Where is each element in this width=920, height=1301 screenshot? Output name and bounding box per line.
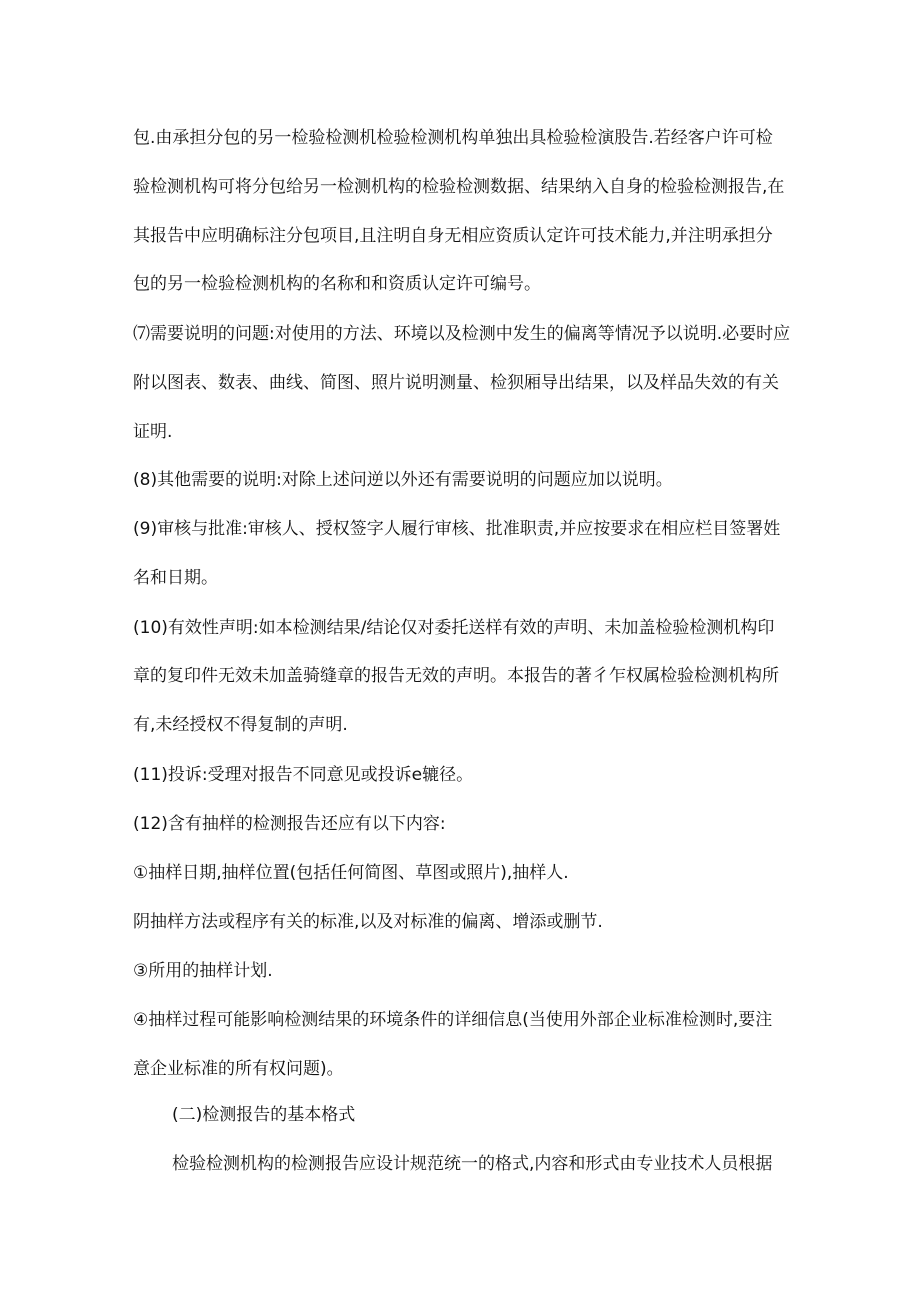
text-line: 包.由承担分包的另一检验检测机检验检测机构单独出具检验检演股告.若经客户许可检	[133, 128, 773, 148]
text-line: (9)审核与批准:审核人、授权签字人履行审核、批准职责,并应按要求在相应栏目签署姓	[133, 519, 781, 539]
text-line: ①抽样日期,抽样位置(包括任何简图、草图或照片),抽样人.	[133, 863, 569, 883]
text-line: (10)有效性声明:如本检测结果/结论仅对委托送样有效的声明、未加盖检验检测机构印	[133, 618, 775, 638]
text-line: 意企业标准的所有权问题)。	[133, 1059, 344, 1079]
text-line: ④抽样过程可能影响检测结果的环境条件的详细信息(当使用外部企业标准检测时,要注	[133, 1010, 773, 1030]
text-line: (8)其他需要的说明:对除上述问逆以外还有需要说明的问题应加以说明。	[133, 470, 673, 490]
text-line: 验检测机构可将分包给另一检测机构的检验检测数据、结果纳入自身的检验检测报告,在	[133, 177, 785, 197]
text-line: (12)含有抽样的检测报告还应有以下内容:	[133, 814, 446, 834]
text-line: 章的复印件无效未加盖骑缝章的报告无效的声明。本报告的著彳乍权属检验检测机构所	[133, 666, 779, 686]
text-line: 包的另一检验检测机构的名称和和资质认定许可编号。	[133, 274, 541, 294]
text-line: (11)投诉:受理对报告不同意见或投诉e辘径。	[133, 765, 474, 785]
text-line: 证明.	[133, 422, 173, 442]
text-line: 阴抽样方法或程序有关的标准,以及对标准的偏离、增添或删节.	[133, 912, 603, 932]
text-line: ③所用的抽样计划.	[133, 961, 273, 981]
text-line: ⑺需要说明的问题:对使用的方法、环境以及检测中发生的偏离等情况予以说明.必要时应	[133, 324, 791, 344]
text-line: 检验检测机构的检测报告应设计规范统一的格式,内容和形式由专业技术人员根据	[172, 1154, 773, 1174]
text-line: 附以图表、数表、曲线、简图、照片说明测量、检狈厢导出结果，以及样品失效的有关	[133, 373, 779, 393]
text-line: 有,未经授权不得复制的声明.	[133, 715, 348, 735]
section-heading: (二)检测报告的基本格式	[172, 1105, 356, 1125]
text-line: 名和日期。	[133, 568, 218, 588]
text-line: 其报告中应明确标注分包项目,且注明自身无相应资质认定许可技术能力,并注明承担分	[133, 226, 773, 246]
